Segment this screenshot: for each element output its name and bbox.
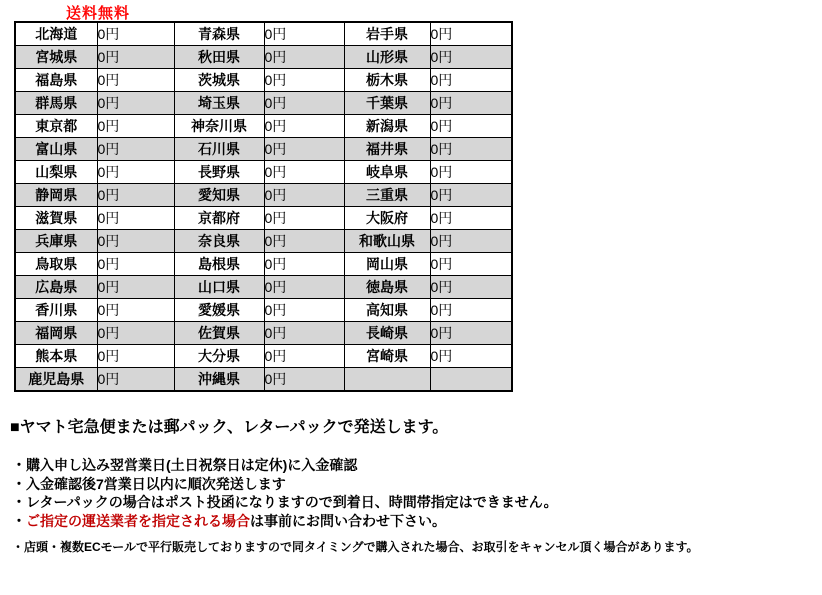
prefecture-cell: 徳島県 bbox=[344, 276, 430, 299]
prefecture-cell: 和歌山県 bbox=[344, 230, 430, 253]
fee-cell: 0円 bbox=[264, 253, 344, 276]
note-dispatch-timing: ・入金確認後7営業日以内に順次発送します bbox=[12, 475, 286, 492]
prefecture-cell: 栃木県 bbox=[344, 69, 430, 92]
prefecture-cell: 広島県 bbox=[15, 276, 97, 299]
note-letterpack: ・レターパックの場合はポスト投函になりますので到着日、時間帯指定はできません。 bbox=[12, 494, 558, 510]
prefecture-cell: 埼玉県 bbox=[174, 92, 264, 115]
fee-cell: 0円 bbox=[430, 253, 512, 276]
fee-cell: 0円 bbox=[97, 207, 174, 230]
prefecture-cell: 宮崎県 bbox=[344, 345, 430, 368]
fee-cell: 0円 bbox=[430, 161, 512, 184]
fee-cell: 0円 bbox=[97, 138, 174, 161]
fee-cell: 0円 bbox=[264, 138, 344, 161]
prefecture-cell: 長野県 bbox=[174, 161, 264, 184]
prefecture-cell: 山梨県 bbox=[15, 161, 97, 184]
prefecture-cell: 京都府 bbox=[174, 207, 264, 230]
table-row bbox=[15, 207, 512, 230]
shipping-fee-table-body bbox=[15, 22, 512, 391]
prefecture-cell: 富山県 bbox=[15, 138, 97, 161]
prefecture-cell: 岩手県 bbox=[344, 22, 430, 46]
prefecture-cell: 群馬県 bbox=[15, 92, 97, 115]
fee-cell: 0円 bbox=[430, 345, 512, 368]
prefecture-cell: 青森県 bbox=[174, 22, 264, 46]
fee-cell: 0円 bbox=[430, 230, 512, 253]
empty-cell bbox=[344, 368, 430, 392]
prefecture-cell: 千葉県 bbox=[344, 92, 430, 115]
prefecture-cell: 石川県 bbox=[174, 138, 264, 161]
table-row bbox=[15, 46, 512, 69]
fee-cell: 0円 bbox=[97, 115, 174, 138]
fee-cell: 0円 bbox=[264, 276, 344, 299]
fee-cell: 0円 bbox=[97, 92, 174, 115]
table-row bbox=[15, 184, 512, 207]
prefecture-cell: 山形県 bbox=[344, 46, 430, 69]
fee-cell: 0円 bbox=[430, 46, 512, 69]
shipping-notes-list bbox=[12, 456, 558, 530]
bullet-mark: ・ bbox=[12, 512, 26, 529]
note-carrier-request-highlight: ご指定の運送業者を指定される場合 bbox=[26, 512, 250, 529]
prefecture-cell: 香川県 bbox=[15, 299, 97, 322]
prefecture-cell: 静岡県 bbox=[15, 184, 97, 207]
fee-cell: 0円 bbox=[97, 46, 174, 69]
prefecture-cell: 佐賀県 bbox=[174, 322, 264, 345]
prefecture-cell: 福井県 bbox=[344, 138, 430, 161]
prefecture-cell: 岡山県 bbox=[344, 253, 430, 276]
empty-cell bbox=[430, 368, 512, 392]
fee-cell: 0円 bbox=[264, 115, 344, 138]
fee-cell: 0円 bbox=[97, 276, 174, 299]
prefecture-cell: 沖縄県 bbox=[174, 368, 264, 392]
fee-cell: 0円 bbox=[97, 322, 174, 345]
prefecture-cell: 三重県 bbox=[344, 184, 430, 207]
prefecture-cell: 島根県 bbox=[174, 253, 264, 276]
prefecture-cell: 宮城県 bbox=[15, 46, 97, 69]
prefecture-cell: 高知県 bbox=[344, 299, 430, 322]
prefecture-cell: 北海道 bbox=[15, 22, 97, 46]
table-row bbox=[15, 161, 512, 184]
table-row bbox=[15, 276, 512, 299]
note-payment-confirmation: ・購入申し込み翌営業日(土日祝祭日は定休)に入金確認 bbox=[12, 457, 358, 473]
fee-cell: 0円 bbox=[430, 92, 512, 115]
fee-cell: 0円 bbox=[97, 69, 174, 92]
table-row bbox=[15, 138, 512, 161]
table-row bbox=[15, 22, 512, 46]
table-row bbox=[15, 322, 512, 345]
prefecture-cell: 兵庫県 bbox=[15, 230, 97, 253]
table-row bbox=[15, 115, 512, 138]
fee-cell: 0円 bbox=[264, 207, 344, 230]
prefecture-cell: 大分県 bbox=[174, 345, 264, 368]
prefecture-cell: 茨城県 bbox=[174, 69, 264, 92]
note-carrier-request bbox=[12, 512, 558, 531]
fee-cell: 0円 bbox=[97, 299, 174, 322]
table-row bbox=[15, 368, 512, 392]
shipping-method-note: ■ヤマト宅急便または郵パック、レターパックで発送します。 bbox=[10, 419, 449, 436]
prefecture-cell: 長崎県 bbox=[344, 322, 430, 345]
fee-cell: 0円 bbox=[430, 69, 512, 92]
fee-cell: 0円 bbox=[430, 184, 512, 207]
fee-cell: 0円 bbox=[264, 299, 344, 322]
fee-cell: 0円 bbox=[264, 230, 344, 253]
fee-cell: 0円 bbox=[97, 230, 174, 253]
fee-cell: 0円 bbox=[97, 22, 174, 46]
prefecture-cell: 滋賀県 bbox=[15, 207, 97, 230]
prefecture-cell: 鹿児島県 bbox=[15, 368, 97, 392]
fee-cell: 0円 bbox=[430, 322, 512, 345]
shipping-fee-table bbox=[14, 21, 513, 392]
prefecture-cell: 山口県 bbox=[174, 276, 264, 299]
table-row bbox=[15, 230, 512, 253]
table-row bbox=[15, 69, 512, 92]
prefecture-cell: 福岡県 bbox=[15, 322, 97, 345]
fee-cell: 0円 bbox=[430, 299, 512, 322]
fee-cell: 0円 bbox=[97, 345, 174, 368]
fee-cell: 0円 bbox=[264, 322, 344, 345]
fee-cell: 0円 bbox=[97, 161, 174, 184]
fee-cell: 0円 bbox=[430, 22, 512, 46]
prefecture-cell: 新潟県 bbox=[344, 115, 430, 138]
free-shipping-label: 送料無料 bbox=[66, 5, 131, 22]
prefecture-cell: 奈良県 bbox=[174, 230, 264, 253]
fee-cell: 0円 bbox=[264, 368, 344, 392]
prefecture-cell: 福島県 bbox=[15, 69, 97, 92]
fee-cell: 0円 bbox=[430, 138, 512, 161]
fee-cell: 0円 bbox=[97, 184, 174, 207]
fee-cell: 0円 bbox=[264, 184, 344, 207]
fee-cell: 0円 bbox=[430, 115, 512, 138]
fee-cell: 0円 bbox=[264, 69, 344, 92]
prefecture-cell: 愛知県 bbox=[174, 184, 264, 207]
table-row bbox=[15, 253, 512, 276]
fee-cell: 0円 bbox=[264, 22, 344, 46]
prefecture-cell: 秋田県 bbox=[174, 46, 264, 69]
fee-cell: 0円 bbox=[97, 253, 174, 276]
note-carrier-request-rest: は事前にお問い合わせ下さい。 bbox=[250, 512, 446, 529]
prefecture-cell: 岐阜県 bbox=[344, 161, 430, 184]
prefecture-cell: 東京都 bbox=[15, 115, 97, 138]
prefecture-cell: 鳥取県 bbox=[15, 253, 97, 276]
table-row bbox=[15, 299, 512, 322]
fee-cell: 0円 bbox=[264, 345, 344, 368]
fee-cell: 0円 bbox=[430, 207, 512, 230]
table-row bbox=[15, 345, 512, 368]
fee-cell: 0円 bbox=[264, 46, 344, 69]
note-parallel-sales: ・店頭・複数ECモールで平行販売しておりますので同タイミングで購入された場合、お取引をキャンセル頂く場合があります。 bbox=[12, 540, 699, 554]
table-row bbox=[15, 92, 512, 115]
prefecture-cell: 神奈川県 bbox=[174, 115, 264, 138]
fee-cell: 0円 bbox=[97, 368, 174, 392]
prefecture-cell: 愛媛県 bbox=[174, 299, 264, 322]
prefecture-cell: 熊本県 bbox=[15, 345, 97, 368]
fee-cell: 0円 bbox=[264, 161, 344, 184]
prefecture-cell: 大阪府 bbox=[344, 207, 430, 230]
fee-cell: 0円 bbox=[264, 92, 344, 115]
fee-cell: 0円 bbox=[430, 276, 512, 299]
